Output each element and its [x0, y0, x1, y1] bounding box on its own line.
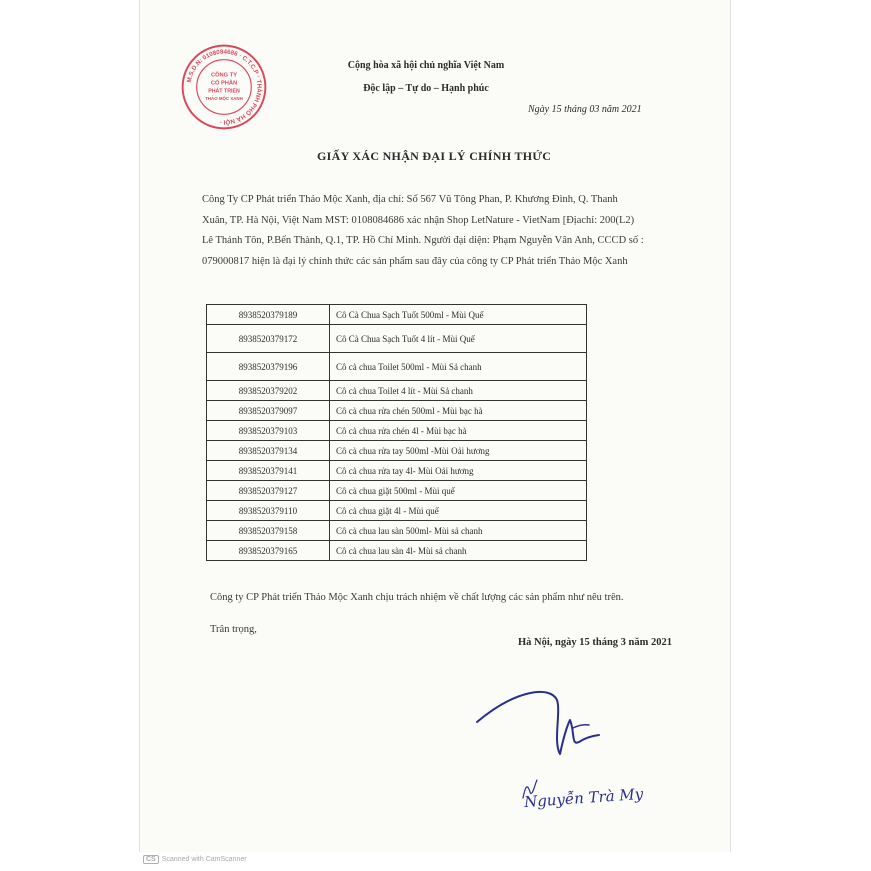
table-row — [207, 325, 587, 353]
regards: Trân trọng, — [210, 624, 257, 635]
company-stamp — [180, 43, 268, 131]
product-code: 8938520379189 — [207, 305, 330, 325]
responsibility-statement: Công ty CP Phát triển Thảo Mộc Xanh chịu trách nhiệm về chất lượng các sản phẩm như nêu trên. — [210, 592, 624, 603]
body-paragraph — [202, 190, 687, 272]
product-name: Cô cà chua Toilet 4 lít - Mùi Sả chanh — [330, 381, 587, 401]
body-line: Xuân, TP. Hà Nội, Việt Nam MST: 0108084686 xác nhận Shop LetNature - VietNam [Địachỉ: 200(L2) — [202, 214, 635, 226]
product-name: Cô Cà Chua Sạch Tuốt 500ml - Mùi Quế — [330, 305, 587, 325]
product-code: 8938520379165 — [207, 541, 330, 561]
body-line: 079000817 hiện là đại lý chính thức các sản phẩm sau đây của công ty CP Phát triển Thảo Mộc Xanh — [202, 255, 628, 267]
table-row — [207, 501, 587, 521]
watermark-text: Scanned with CamScanner — [161, 856, 247, 863]
national-slogan: Độc lập – Tự do – Hạnh phúc — [363, 83, 489, 94]
product-code: 8938520379202 — [207, 381, 330, 401]
table-row — [207, 401, 587, 421]
table-row — [207, 353, 587, 381]
national-motto: Cộng hòa xã hội chủ nghĩa Việt Nam — [347, 60, 505, 71]
product-code: 8938520379196 — [207, 353, 330, 381]
product-code: 8938520379127 — [207, 481, 330, 501]
camscanner-watermark — [143, 855, 247, 864]
product-name: Cô cà chua rửa chén 4l - Mùi bạc hà — [330, 421, 587, 441]
svg-text:PHÁT TRIỂN: PHÁT TRIỂN — [208, 88, 240, 95]
document-page — [140, 0, 730, 852]
svg-text:CÔNG TY: CÔNG TY — [210, 72, 238, 79]
product-table — [206, 304, 587, 561]
product-code: 8938520379110 — [207, 501, 330, 521]
product-code: 8938520379103 — [207, 421, 330, 441]
product-name: Cô Cà Chua Sạch Tuốt 4 lít - Mùi Quế — [330, 325, 587, 353]
svg-text:M.S.D.N: 0108084686 · C.T.C.P: M.S.D.N: 0108084686 · C.T.C.P · THÀNH PHỐ HÀ NỘI · — [185, 48, 263, 126]
body-line: Lê Thánh Tôn, P.Bến Thành, Q.1, TP. Hồ Chí Minh. Người đại diện: Phạm Nguyễn Vân Anh, CCCD số : — [202, 235, 644, 246]
table-row — [207, 541, 587, 561]
product-code: 8938520379158 — [207, 521, 330, 541]
body-line: Công Ty CP Phát triển Thảo Mộc Xanh, địa chỉ: Số 567 Vũ Tông Phan, P. Khương Đình, Q. Thanh — [202, 194, 618, 205]
product-code: 8938520379141 — [207, 461, 330, 481]
product-name: Cô cà chua lau sàn 500ml- Mùi sả chanh — [330, 521, 587, 541]
product-code: 8938520379097 — [207, 401, 330, 421]
signatory-name: Nguyễn Trà My — [523, 784, 644, 812]
svg-text:THẢO MỘC XANH: THẢO MỘC XANH — [205, 96, 243, 102]
table-row — [207, 521, 587, 541]
document-title: GIẤY XÁC NHẬN ĐẠI LÝ CHÍNH THỨC — [317, 149, 552, 163]
table-row — [207, 461, 587, 481]
product-name: Cô cà chua Toilet 500ml - Mùi Sả chanh — [330, 353, 587, 381]
svg-text:CỔ PHẦN: CỔ PHẦN — [210, 80, 238, 87]
place-date: Hà Nội, ngày 15 tháng 3 năm 2021 — [518, 637, 673, 648]
product-name: Cô cà chua giặt 4l - Mùi quế — [330, 501, 587, 521]
product-name: Cô cà chua lau sàn 4l- Mùi sả chanh — [330, 541, 587, 561]
table-row — [207, 481, 587, 501]
table-row — [207, 381, 587, 401]
table-row — [207, 441, 587, 461]
product-name: Cô cà chua rửa tay 4l- Mùi Oải hương — [330, 461, 587, 481]
product-code: 8938520379172 — [207, 325, 330, 353]
table-row — [207, 421, 587, 441]
product-code: 8938520379134 — [207, 441, 330, 461]
table-row — [207, 305, 587, 325]
product-name: Cô cà chua rửa tay 500ml -Mùi Oải hương — [330, 441, 587, 461]
camscanner-logo-icon: CS — [143, 855, 159, 864]
product-name: Cô cà chua rửa chén 500ml - Mùi bạc hà — [330, 401, 587, 421]
product-name: Cô cà chua giặt 500ml - Mùi quế — [330, 481, 587, 501]
issue-date: Ngày 15 tháng 03 năm 2021 — [528, 104, 642, 115]
